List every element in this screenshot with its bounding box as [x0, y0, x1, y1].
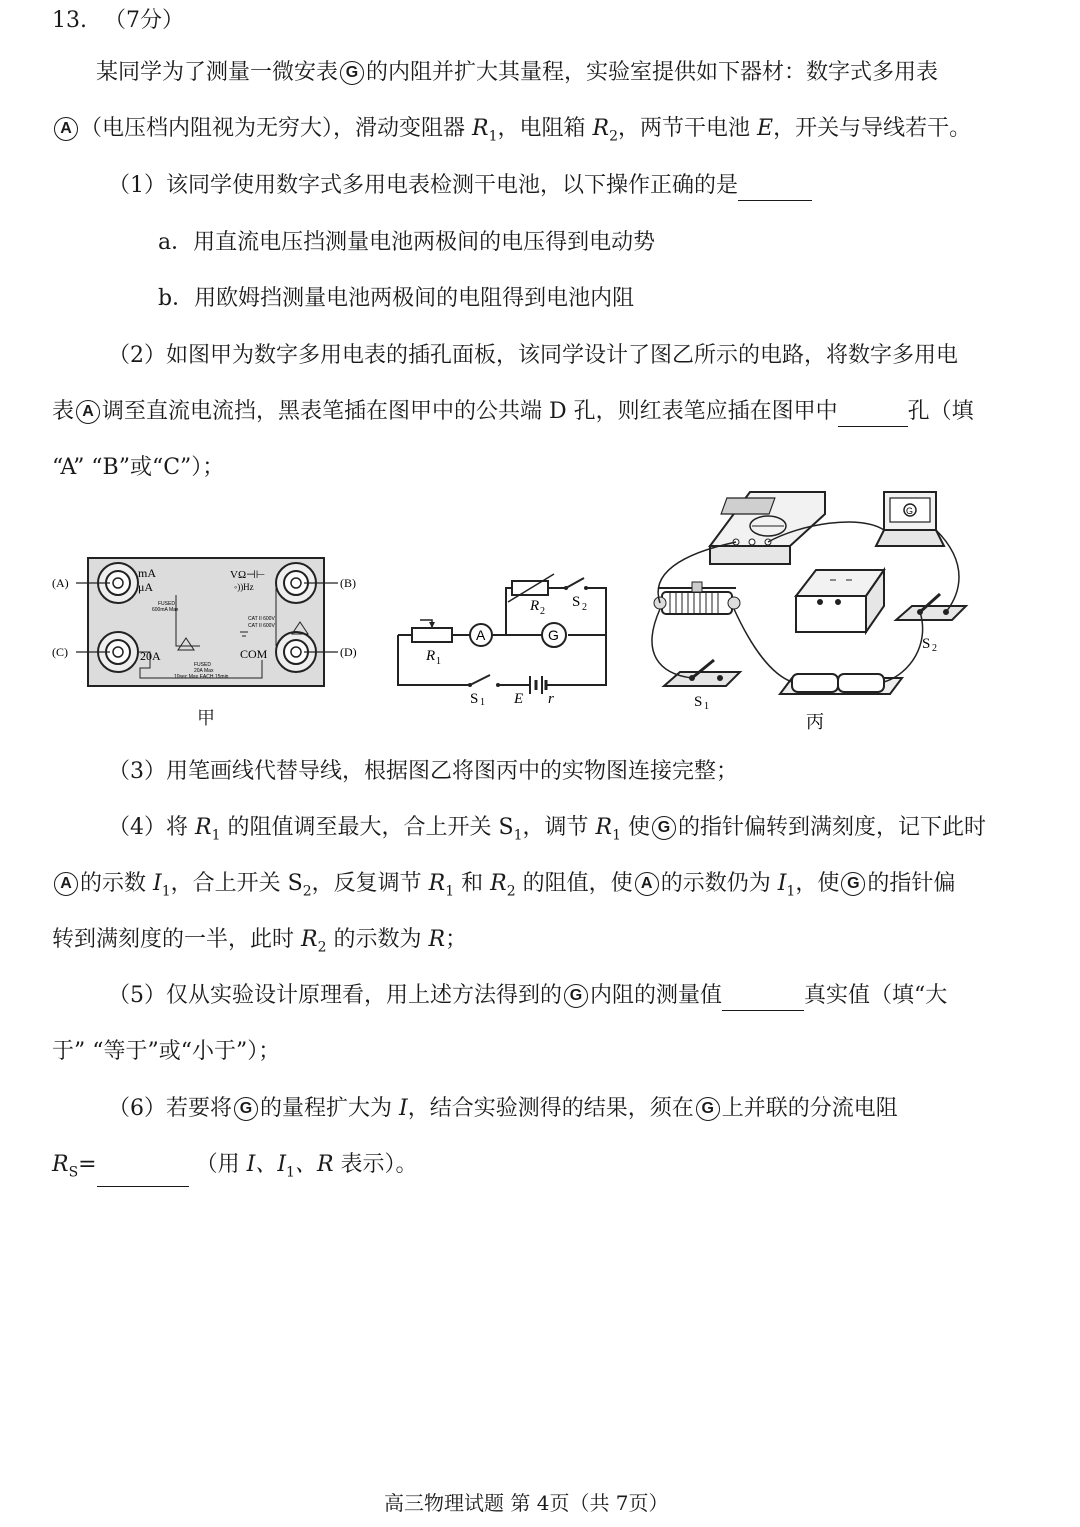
- dry-cells-device: [780, 674, 902, 694]
- subscript: 2: [302, 883, 312, 900]
- s2-subscript: 2: [582, 602, 587, 613]
- part4-text: ，反复调节: [311, 871, 422, 896]
- part6-line-2: [52, 1150, 418, 1187]
- ammeter-symbol: A: [54, 117, 78, 141]
- galvanometer-symbol: G: [841, 872, 865, 896]
- subscript: 1: [211, 827, 221, 844]
- r1-symbol: R: [195, 815, 212, 840]
- part5-text: （5）仅从实验设计原理看，用上述方法得到的: [108, 983, 562, 1008]
- figure-bing-apparatus: [640, 484, 980, 732]
- e-label: E: [514, 691, 524, 707]
- answer-blank-2[interactable]: [838, 404, 908, 427]
- galvanometer-symbol: G: [340, 61, 364, 85]
- part6-text: 的量程扩大为: [260, 1096, 393, 1121]
- sliding-rheostat-device: [654, 582, 740, 614]
- galvanometer-symbol: G: [696, 1097, 720, 1121]
- ammeter-symbol: A: [54, 872, 78, 896]
- part4-line-3: [52, 925, 467, 962]
- part1-question: [108, 171, 812, 201]
- part2-text: 孔（填: [907, 399, 974, 424]
- variables-text: I、I: [246, 1152, 287, 1177]
- i1-symbol: I: [153, 871, 162, 896]
- intro-line-1: [96, 58, 938, 88]
- s1-label: S: [470, 691, 479, 707]
- part6-line-1: [108, 1094, 898, 1124]
- svg-text:G: G: [906, 506, 914, 516]
- s2-switch: [566, 578, 584, 588]
- battery-box-device: [796, 570, 884, 632]
- subscript: 1: [286, 1164, 295, 1181]
- ammeter-symbol: A: [635, 872, 659, 896]
- jack-label-d: (D): [340, 645, 357, 659]
- part4-text: 的示数为: [333, 927, 422, 952]
- ammeter-symbol: A: [76, 400, 100, 424]
- part1-text: （1）该同学使用数字式多用电表检测干电池，以下操作正确的是: [108, 173, 738, 198]
- part1-option-a: a．用直流电压挡测量电池两极间的电压得到电动势: [158, 230, 656, 255]
- v-ohm-label: VΩ⊣⊢: [230, 569, 266, 581]
- fused-label-1: FUSED: [158, 601, 175, 607]
- r1-symbol: R: [428, 871, 446, 896]
- answer-blank-1[interactable]: [738, 178, 812, 201]
- fused-label-2c: 10sec Max EACH 15min: [174, 674, 229, 680]
- hz-label: ◦))Hz: [234, 582, 254, 592]
- part4-text: ，使: [795, 871, 840, 896]
- cat-label-2: CAT II 600V: [248, 623, 275, 629]
- s2-photo-label: S: [922, 636, 931, 652]
- part2-line-2: [52, 397, 974, 427]
- r2-symbol: R: [490, 871, 507, 896]
- part6-text: 上并联的分流电阻: [721, 1096, 898, 1121]
- part6-text: 表示）。: [340, 1152, 418, 1177]
- galvanometer-device: [876, 492, 944, 546]
- r-symbol: R: [428, 927, 446, 952]
- part6-text: ，结合实验测得的结果，须在: [407, 1096, 694, 1121]
- rs-symbol: R: [52, 1152, 69, 1177]
- part3-text: （3）用笔画线代替导线，根据图乙将图丙中的实物图连接完整；: [108, 759, 738, 784]
- s2-photo-subscript: 2: [932, 643, 937, 654]
- 20a-label: 20A: [140, 649, 161, 663]
- part2-text: 表: [52, 399, 75, 424]
- r1-symbol: R: [595, 815, 613, 840]
- part4-text: ，调节: [522, 815, 589, 840]
- subscript: 1: [488, 128, 498, 145]
- part4-text: ，合上开关 S: [170, 871, 303, 896]
- subscript: 1: [786, 883, 796, 900]
- question-header: [52, 6, 184, 36]
- jack-label-b: (B): [340, 576, 356, 590]
- s1-photo-label: S: [694, 694, 703, 710]
- figure-bing-label: 丙: [806, 712, 824, 732]
- i-symbol: I: [399, 1096, 408, 1121]
- fused-label-2: FUSED: [194, 662, 211, 668]
- part4-text: 的示数仍为: [660, 871, 771, 896]
- subscript: 2: [506, 883, 516, 900]
- intro-text: ，两节干电池: [618, 116, 751, 141]
- fused-label-1b: 600mA Max: [152, 607, 179, 613]
- subscript: S: [68, 1164, 79, 1181]
- subscript: 1: [612, 827, 622, 844]
- e-symbol: E: [757, 116, 774, 141]
- part5-line-2: 于” “等于”或“小于”）；: [52, 1039, 281, 1064]
- part4-text: 的阻值，使: [522, 871, 633, 896]
- answer-blank-5[interactable]: [722, 988, 804, 1011]
- subscript: 1: [161, 883, 171, 900]
- s1-subscript: 1: [480, 697, 485, 708]
- part2-text: 调至直流电流挡，黑表笔插在图甲中的公共端 D 孔，则红表笔应插在图甲中: [102, 399, 838, 424]
- figure-jia-label: 甲: [197, 708, 215, 729]
- intro-text: （电压档内阻视为无穷大），滑动变阻器: [80, 116, 466, 141]
- intro-text: 的内阻并扩大其量程，实验室提供如下器材：数字式多用表: [366, 60, 939, 85]
- part4-text: 转到满刻度的一半，此时: [52, 927, 295, 952]
- switch-s1-device: [664, 660, 740, 686]
- part6-text: （6）若要将: [108, 1096, 232, 1121]
- figure-yi-circuit: [390, 570, 620, 708]
- intro-text: ，电阻箱: [497, 116, 586, 141]
- part6-text: （用: [195, 1152, 240, 1177]
- part2-line-1: （2）如图甲为数字多用电表的插孔面板，该同学设计了图乙所示的电路，将数字多用电: [108, 343, 958, 368]
- question-number: 13.: [52, 8, 87, 33]
- r-label: r: [548, 691, 554, 707]
- part5-line-1: [108, 981, 947, 1011]
- fused-label-2b: 20A Max: [194, 668, 214, 674]
- r1-symbol: R: [472, 116, 489, 141]
- s1-photo-subscript: 1: [704, 701, 709, 712]
- subscript: 2: [609, 128, 619, 145]
- ammeter-label: A: [476, 627, 486, 643]
- part5-text: 内阻的测量值: [590, 983, 723, 1008]
- part4-line-2: [52, 869, 955, 906]
- r2-symbol: R: [592, 116, 610, 141]
- galvanometer-label: G: [548, 627, 559, 643]
- part4-line-1: [108, 813, 986, 850]
- part4-text: 的指针偏转到满刻度，记下此时: [678, 815, 987, 840]
- subscript: 1: [445, 883, 455, 900]
- jack-label-a: (A): [52, 576, 69, 590]
- r2-symbol: R: [301, 927, 318, 952]
- switch-s2-device: [896, 594, 966, 620]
- s2-label: S: [572, 594, 581, 610]
- subscript: 2: [317, 939, 327, 956]
- subscript: 1: [513, 827, 523, 844]
- com-label: COM: [240, 647, 268, 661]
- page-footer: 高三物理试题 第 4页（共 7页）: [384, 1491, 669, 1515]
- ma-label: mA: [138, 566, 156, 580]
- part5-text: 真实值（填“大: [804, 983, 948, 1008]
- ua-label: μA: [138, 580, 154, 594]
- galvanometer-symbol: G: [564, 984, 588, 1008]
- figure-jia-multimeter-panel: [50, 550, 360, 700]
- part4-text: （4）将: [108, 815, 188, 840]
- part2-line-3: “A” “B”或“C”）；: [52, 455, 225, 480]
- part4-text: 和: [461, 871, 484, 896]
- answer-blank-6[interactable]: [97, 1164, 189, 1187]
- part1-option-b: b．用欧姆挡测量电池两极间的电阻得到电池内阻: [158, 286, 635, 311]
- galvanometer-symbol: G: [234, 1097, 258, 1121]
- part4-text: 的阻值调至最大，合上开关 S: [227, 815, 514, 840]
- equals-sign: =: [78, 1152, 97, 1177]
- intro-line-2: [52, 114, 971, 151]
- part4-text: 使: [628, 815, 651, 840]
- r1-rheostat: [412, 628, 452, 642]
- r2-subscript: 2: [540, 606, 545, 617]
- jack-label-c: (C): [52, 645, 68, 659]
- variables-text: 、R: [294, 1152, 334, 1177]
- part4-text: 的指针偏: [867, 871, 956, 896]
- part4-text: ；: [445, 927, 468, 952]
- intro-text: 某同学为了测量一微安表: [96, 60, 339, 85]
- i1-symbol: I: [777, 871, 787, 896]
- part4-text: 的示数: [80, 871, 147, 896]
- s1-switch: [470, 675, 490, 685]
- galvanometer-symbol: G: [652, 816, 676, 840]
- r1-subscript: 1: [436, 656, 441, 667]
- question-points: （7分）: [104, 8, 184, 33]
- cat-label-1: CAT II 600V: [248, 616, 275, 622]
- r2-label: R: [530, 598, 540, 614]
- intro-text: ，开关与导线若干。: [773, 116, 972, 141]
- r1-label: R: [426, 648, 436, 664]
- digital-multimeter: [710, 492, 825, 564]
